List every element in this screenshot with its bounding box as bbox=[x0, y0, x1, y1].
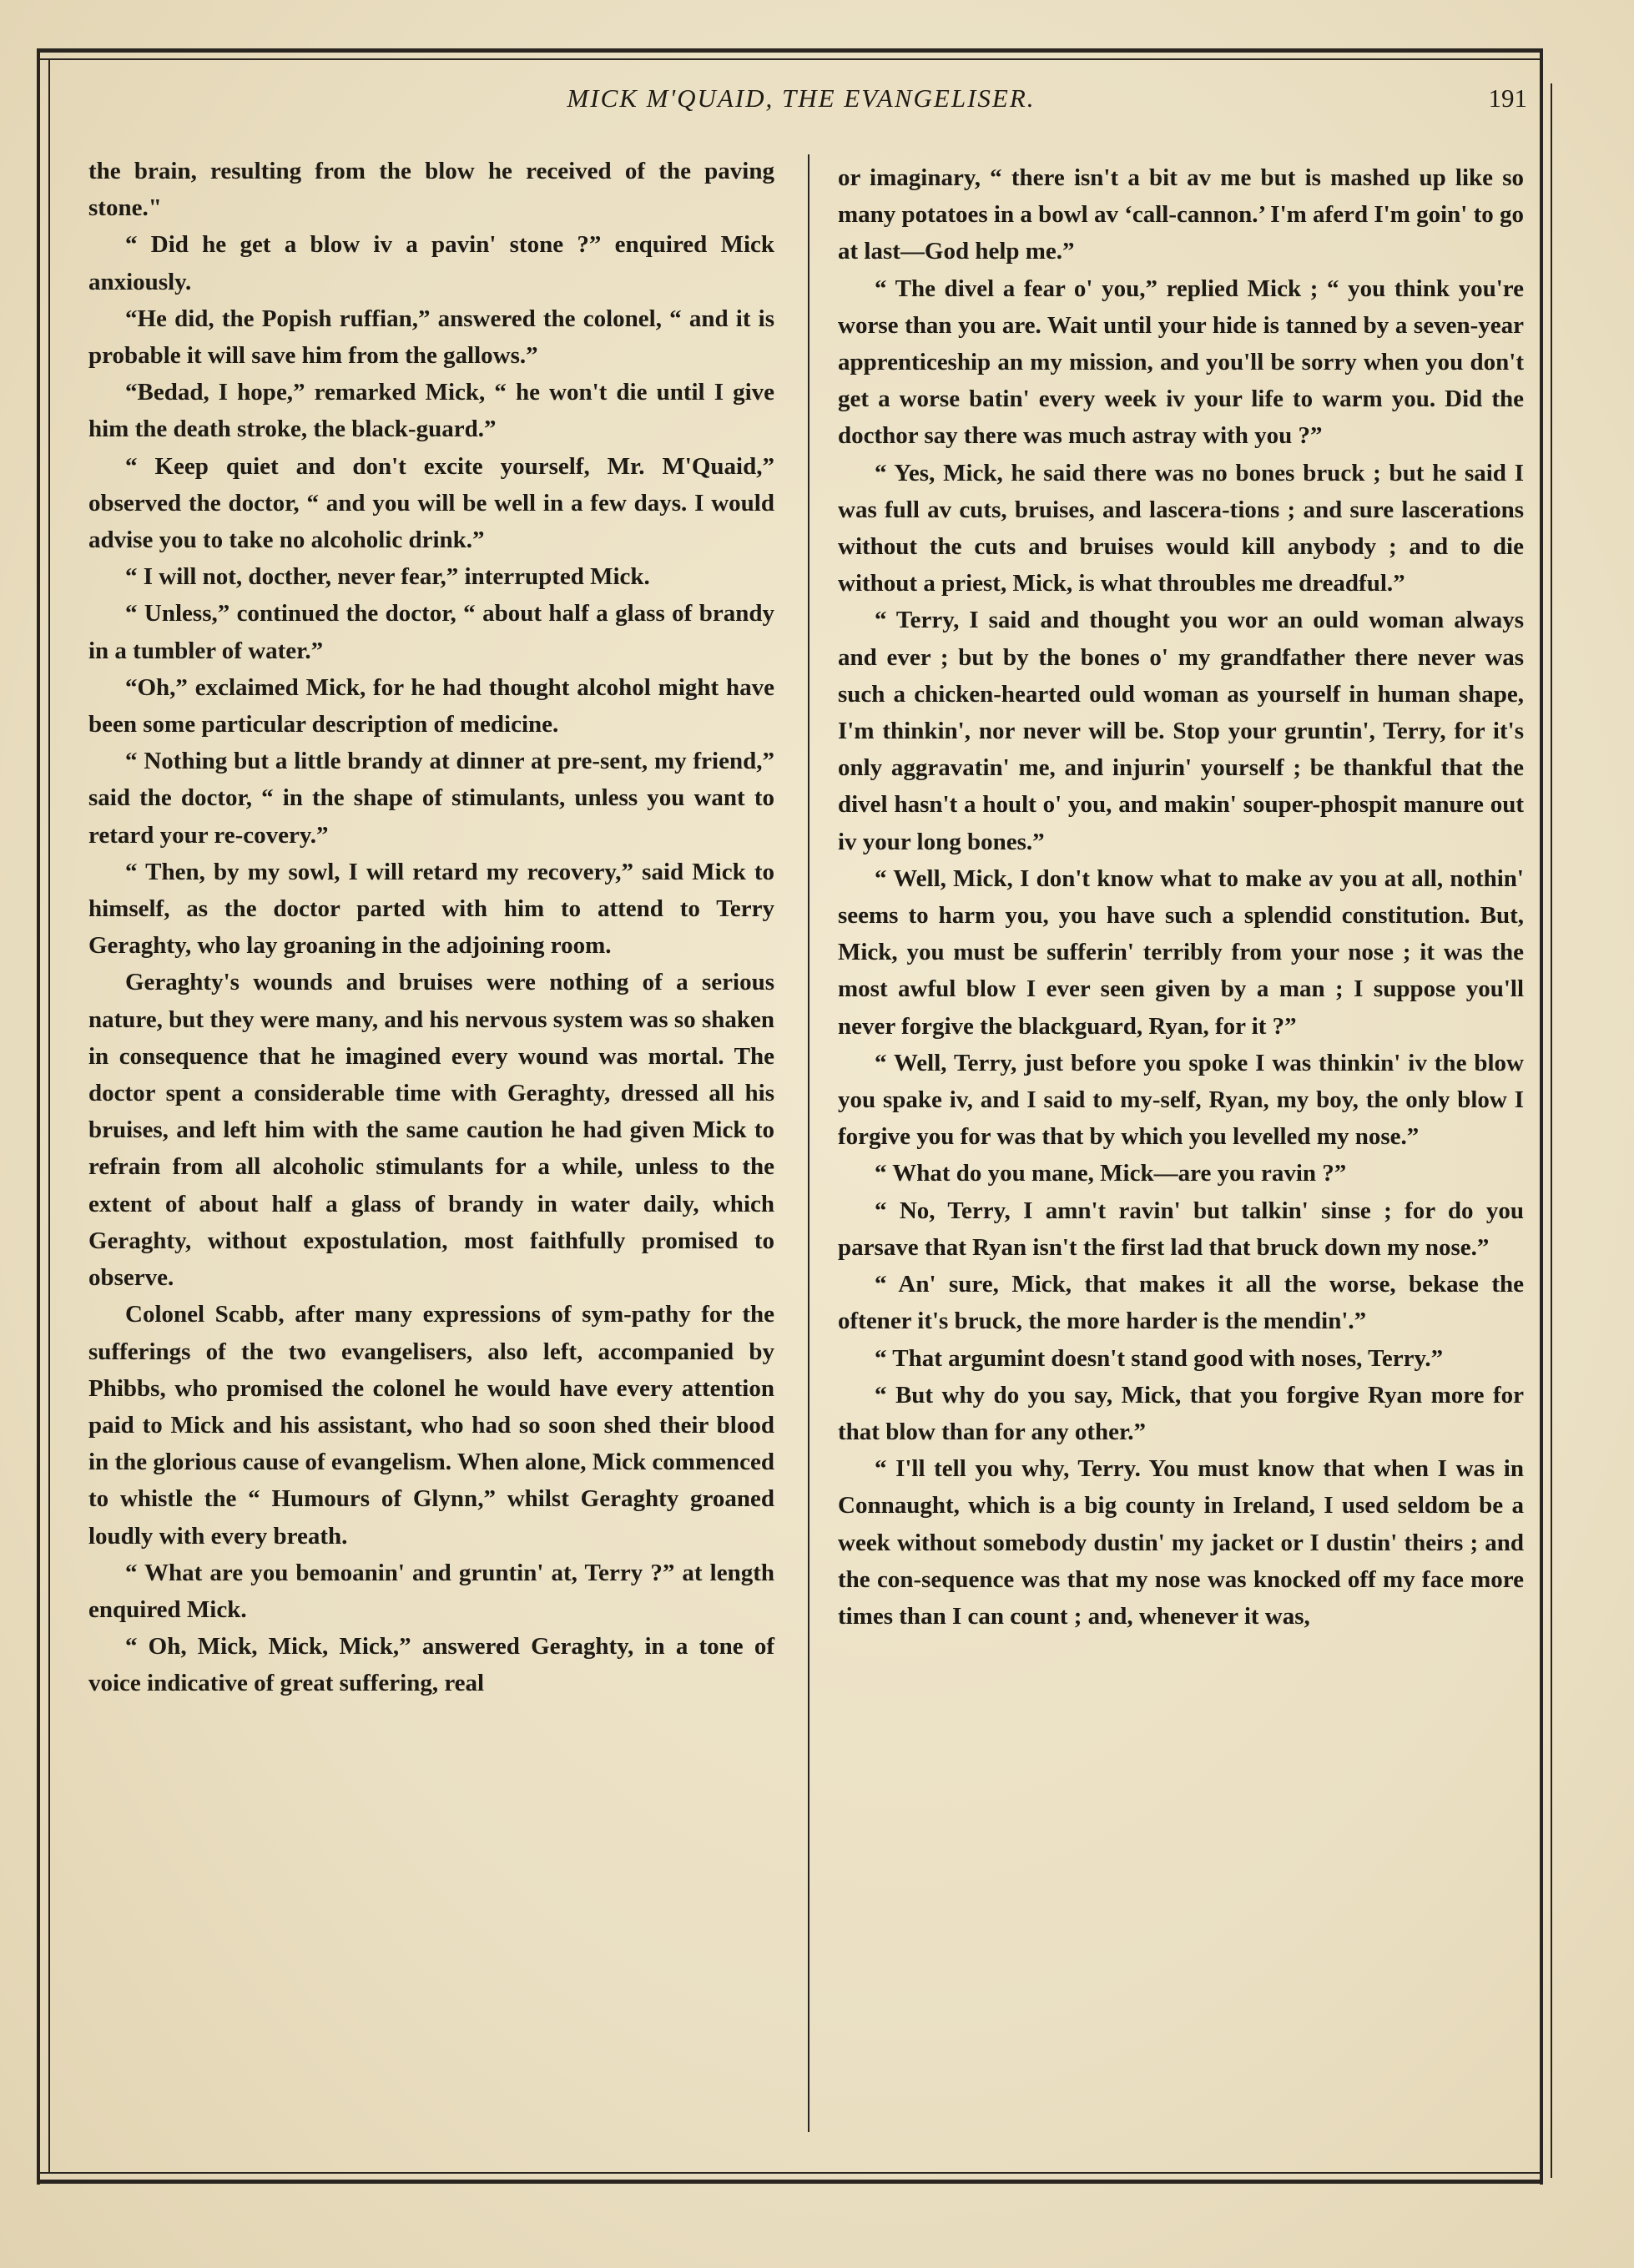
paragraph: “ The divel a fear o' you,” replied Mick ; “ you think you're worse than you are. Wait until your hide is tanned by a seven-year apprenticeship an my mission, and you'll be sorry when you don't get a worse batin' every week iv your life to warm you. Did the docthor say there was much astray with you ?” bbox=[838, 275, 1524, 450]
paragraph: “ Oh, Mick, Mick, Mick,” answered Geraghty, in a tone of voice indicative of great suffering, real bbox=[88, 1633, 774, 1697]
bottom-border-rule bbox=[40, 2180, 1542, 2184]
paragraph: “ Keep quiet and don't excite yourself, Mr. M'Quaid,” observed the doctor, “ and you will be well in a few days. I would advise you to take no alcoholic drink.” bbox=[88, 452, 774, 554]
left-column bbox=[88, 153, 774, 1702]
paragraph: “ But why do you say, Mick, that you forgive Ryan more for that blow than for any other.” bbox=[838, 1381, 1524, 1445]
left-border-rule bbox=[37, 48, 40, 2185]
top-border-rule-inner bbox=[40, 58, 1542, 60]
column-divider bbox=[808, 154, 809, 2132]
paragraph: “He did, the Popish ruffian,” answered the colonel, “ and it is probable it will save him from the gallows.” bbox=[88, 305, 774, 370]
paragraph: “ What are you bemoanin' and gruntin' at, Terry ?” at length enquired Mick. bbox=[88, 1559, 774, 1623]
paragraph: “ An' sure, Mick, that makes it all the worse, bekase the oftener it's bruck, the more harder is the mendin'.” bbox=[838, 1271, 1524, 1335]
paragraph: “ Unless,” continued the doctor, “ about half a glass of brandy in a tumbler of water.” bbox=[88, 600, 774, 664]
paragraph: “ I will not, docther, never fear,” interrupted Mick. bbox=[125, 563, 650, 591]
paragraph: “ That argumint doesn't stand good with noses, Terry.” bbox=[875, 1344, 1444, 1372]
paragraph: “ Yes, Mick, he said there was no bones bruck ; but he said I was full av cuts, bruises, and lascera-tions ; and sure lascerations without the cuts and bruises would kill anybody ; and to die without a priest, Mick, is what throubles me dreadful.” bbox=[838, 459, 1524, 597]
paragraph: “ I'll tell you why, Terry. You must know that when I was in Connaught, which is a big county in Ireland, I used seldom be a week without somebody dustin' my jacket or I dustin' theirs ; and the con-sequence was that my nose was knocked off my face more times than I can count ; and, whenever it was, bbox=[838, 1455, 1524, 1630]
paragraph: “ Well, Mick, I don't know what to make av you at all, nothin' seems to harm you, you have such a splendid constitution. But, Mick, you must be sufferin' terribly from your nose ; it was the most awful blow I ever seen given by a man ; I suppose you'll never forgive the blackguard, Ryan, for it ?” bbox=[838, 864, 1524, 1040]
page-number: 191 bbox=[1488, 83, 1527, 113]
paragraph: “ Did he get a blow iv a pavin' stone ?” enquired Mick anxiously. bbox=[88, 231, 774, 295]
paragraph: “ Well, Terry, just before you spoke I was thinkin' iv the blow you spake iv, and I said to my-self, Ryan, my boy, the only blow I forgive you for was that by which you levelled my nose.” bbox=[838, 1049, 1524, 1151]
paragraph: “ Terry, I said and thought you wor an ould woman always and ever ; but by the bones o' my grandfather there never was such a chicken-hearted ould woman as yourself in human shape, I'm thinkin', nor never will be. Stop your gruntin', Terry, for it's only aggravatin' me, and injurin' yourself ; be thankful that the divel hasn't a hoult o' you, and makin' souper-phospit manure out iv your long bones.” bbox=[838, 607, 1524, 855]
paragraph: Geraghty's wounds and bruises were nothing of a serious nature, but they were many, and his nervous system was so shaken in consequence that he imagined every wound was mortal. The doctor spent a considerable time with Geraghty, dressed all his bruises, and left him with the same caution he had given Mick to refrain from all alcoholic stimulants for a while, unless to the extent of about half a glass of brandy in water daily, which Geraghty, without expostulation, most faithfully promised to observe. bbox=[88, 969, 774, 1292]
paragraph: “Bedad, I hope,” remarked Mick, “ he won't die until I give him the death stroke, the black-guard.” bbox=[88, 379, 774, 443]
right-border-rule-inner bbox=[1551, 83, 1552, 2178]
paragraph: “Oh,” exclaimed Mick, for he had thought alcohol might have been some particular description of medicine. bbox=[88, 673, 774, 738]
left-border-rule-inner bbox=[48, 58, 50, 2174]
right-border-rule bbox=[1540, 48, 1543, 2185]
paragraph: “ What do you mane, Mick—are you ravin ?” bbox=[875, 1160, 1347, 1187]
paragraph: or imaginary, “ there isn't a bit av me but is mashed up like so many potatoes in a bowl av ‘call-cannon.’ I'm aferd I'm goin' to go at last—God help me.” bbox=[838, 164, 1524, 265]
paragraph: “ Then, by my sowl, I will retard my recovery,” said Mick to himself, as the doctor parted with him to attend to Terry Geraghty, who lay groaning in the adjoining room. bbox=[88, 858, 774, 960]
right-column bbox=[838, 159, 1524, 1635]
paragraph: Colonel Scabb, after many expressions of sym-pathy for the sufferings of the two evangelisers, also left, accompanied by Phibbs, who promised the colonel he would have every attention paid to Mick and his assistant, who had so soon shed their blood in the glorious cause of evangelism. When alone, Mick commenced to whistle the “ Humours of Glynn,” whilst Geraghty groaned loudly with every breath. bbox=[88, 1301, 774, 1550]
paragraph: “ No, Terry, I amn't ravin' but talkin' sinse ; for do you parsave that Ryan isn't the first lad that bruck down my nose.” bbox=[838, 1197, 1524, 1261]
paragraph: the brain, resulting from the blow he received of the paving stone." bbox=[88, 158, 774, 222]
paragraph: “ Nothing but a little brandy at dinner at pre-sent, my friend,” said the doctor, “ in the shape of stimulants, unless you want to retard your re-covery.” bbox=[88, 748, 774, 849]
top-border-rule bbox=[40, 48, 1542, 53]
bottom-border-rule-inner bbox=[40, 2172, 1542, 2174]
running-title: MICK M'QUAID, THE EVANGELISER. bbox=[567, 83, 1036, 113]
